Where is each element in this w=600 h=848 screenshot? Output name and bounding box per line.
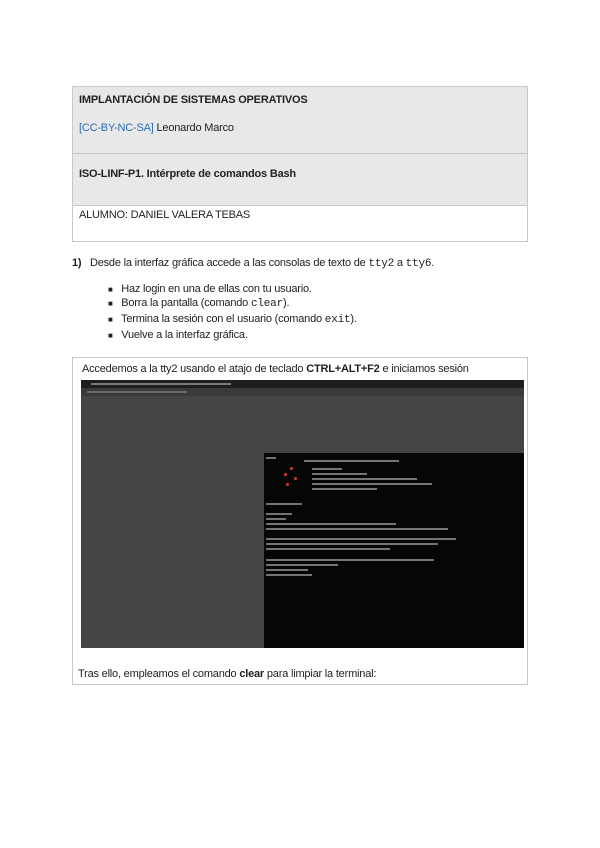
author-name: Leonardo Marco [156,122,234,134]
exercise-connector: a [396,257,403,269]
header-row-student [73,206,527,241]
command-clear: clear [250,298,283,310]
license-link[interactable]: [CC-BY-NC-SA] [79,122,154,134]
exercise-period: . [431,257,435,269]
list-item [108,329,248,341]
bullet-text-end: ). [350,313,357,325]
bullet-text: Termina la sesión con el usuario (comando [121,313,322,325]
keyboard-shortcut: CTRL+ALT+F2 [306,363,380,375]
answer-outro-text-end: para limpiar la terminal: [266,668,377,680]
answer-intro-text: Accedemos a la tty2 usando el atajo de teclado [82,363,304,375]
bullet-text: Haz login en una de ellas con tu usuario. [121,283,312,295]
header-row-practice [73,154,527,206]
document-header-table [72,86,528,242]
bullet-text: Borra la pantalla (comando [121,297,249,309]
license-author-line [79,122,234,134]
screenshot-menubar [81,388,524,396]
bullet-square-icon: ■ [108,285,113,294]
answer-intro-text-end: e iniciamos sesión [382,363,469,375]
bullet-text: Vuelve a la interfaz gráfica. [121,329,248,341]
exercise-number: 1) [72,257,82,269]
command-clear-bold: clear [239,668,265,680]
course-title: IMPLANTACIÓN DE SISTEMAS OPERATIVOS [79,94,308,106]
screenshot-titlebar [81,380,524,388]
answer-outro [78,668,376,680]
tty-from: tty2 [368,258,395,270]
header-row-course [73,87,527,154]
exercise-1-statement [72,257,434,270]
practice-title: ISO-LINF-P1. Intérprete de comandos Bash [79,168,296,180]
bullet-text-end: ). [282,297,290,309]
answer-intro [82,363,469,375]
terminal-screenshot-image [81,380,524,648]
exercise-text: Desde la interfaz gráfica accede a las consolas de texto de [89,257,366,269]
screenshot-terminal [264,453,524,648]
student-name: ALUMNO: DANIEL VALERA TEBAS [79,209,251,221]
command-exit: exit [324,314,351,326]
answer-outro-text: Tras ello, empleamos el comando [78,668,237,680]
list-item [108,297,289,310]
bullet-square-icon: ■ [108,315,113,324]
list-item [108,283,312,295]
tty-to: tty6 [405,258,432,270]
bullet-square-icon: ■ [108,299,113,308]
answer-figure-box [72,357,528,685]
list-item [108,313,357,326]
bullet-square-icon: ■ [108,331,113,340]
